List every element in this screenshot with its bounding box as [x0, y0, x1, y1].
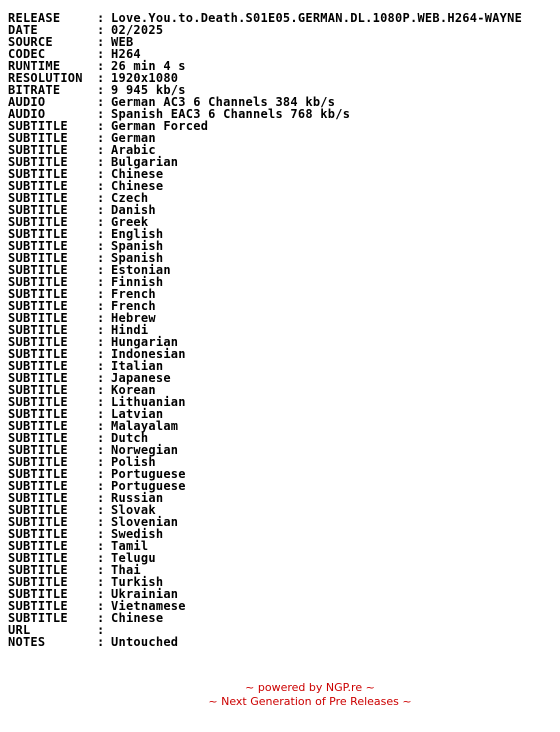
info-row [8, 132, 522, 144]
info-separator: : [97, 227, 105, 241]
info-key: SUBTITLE [8, 611, 68, 625]
info-value: Korean [111, 383, 156, 397]
info-separator: : [97, 167, 105, 181]
info-separator: : [97, 359, 105, 373]
info-key: SUBTITLE [8, 227, 68, 241]
info-key: SUBTITLE [8, 431, 68, 445]
info-key: SUBTITLE [8, 251, 68, 265]
info-key: SUBTITLE [8, 395, 68, 409]
info-separator: : [97, 443, 105, 457]
info-separator: : [97, 323, 105, 337]
info-separator: : [97, 395, 105, 409]
info-key: BITRATE [8, 83, 61, 97]
info-value: Japanese [111, 371, 171, 385]
info-key: SUBTITLE [8, 371, 68, 385]
info-key: NOTES [8, 635, 46, 649]
info-key: SUBTITLE [8, 575, 68, 589]
info-row [8, 24, 522, 36]
info-row [8, 48, 522, 60]
info-key: SUBTITLE [8, 119, 68, 133]
info-separator: : [97, 251, 105, 265]
info-key: SUBTITLE [8, 515, 68, 529]
info-value: Spanish [111, 239, 164, 253]
info-key: SUBTITLE [8, 551, 68, 565]
info-row [8, 348, 522, 360]
info-row [8, 372, 522, 384]
info-key: SUBTITLE [8, 323, 68, 337]
info-key: SUBTITLE [8, 539, 68, 553]
info-separator: : [97, 383, 105, 397]
info-row [8, 72, 522, 84]
info-row [8, 36, 522, 48]
info-value: Norwegian [111, 443, 179, 457]
info-value: Arabic [111, 143, 156, 157]
info-value: Slovak [111, 503, 156, 517]
info-value: Swedish [111, 527, 164, 541]
info-separator: : [97, 191, 105, 205]
info-key: SUBTITLE [8, 347, 68, 361]
info-row [8, 264, 522, 276]
info-separator: : [97, 23, 105, 37]
info-key: SUBTITLE [8, 383, 68, 397]
info-value: H264 [111, 47, 141, 61]
info-value: Czech [111, 191, 149, 205]
info-value: Italian [111, 359, 164, 373]
info-value: English [111, 227, 164, 241]
info-row [8, 420, 522, 432]
info-value: Tamil [111, 539, 149, 553]
info-row [8, 120, 522, 132]
info-value: Finnish [111, 275, 164, 289]
info-row [8, 624, 522, 636]
info-key: SUBTITLE [8, 335, 68, 349]
info-key: SUBTITLE [8, 275, 68, 289]
info-separator: : [97, 11, 105, 25]
info-row [8, 252, 522, 264]
info-key: SUBTITLE [8, 479, 68, 493]
info-separator: : [97, 455, 105, 469]
footer [0, 681, 560, 709]
info-separator: : [97, 35, 105, 49]
info-row [8, 396, 522, 408]
footer-powered-by: ~ powered by NGP.re ~ [245, 681, 375, 694]
info-separator: : [97, 587, 105, 601]
info-row [8, 300, 522, 312]
info-separator: : [97, 503, 105, 517]
info-value: Hindi [111, 323, 149, 337]
info-row [8, 324, 522, 336]
info-row [8, 156, 522, 168]
info-key: SUBTITLE [8, 503, 68, 517]
info-row [8, 432, 522, 444]
info-key: SUBTITLE [8, 311, 68, 325]
info-row [8, 384, 522, 396]
info-value: Ukrainian [111, 587, 179, 601]
info-value: Spanish [111, 251, 164, 265]
info-value: Polish [111, 455, 156, 469]
info-row [8, 204, 522, 216]
info-value: Thai [111, 563, 141, 577]
info-value: French [111, 299, 156, 313]
info-row [8, 216, 522, 228]
info-key: RESOLUTION [8, 71, 83, 85]
info-row [8, 540, 522, 552]
info-row [8, 336, 522, 348]
info-value: Telugu [111, 551, 156, 565]
info-key: SUBTITLE [8, 443, 68, 457]
info-row [8, 504, 522, 516]
info-separator: : [97, 599, 105, 613]
info-key: DATE [8, 23, 38, 37]
info-key: SOURCE [8, 35, 53, 49]
info-row [8, 612, 522, 624]
info-separator: : [97, 539, 105, 553]
info-separator: : [97, 215, 105, 229]
info-row [8, 564, 522, 576]
info-row [8, 480, 522, 492]
info-key: SUBTITLE [8, 587, 68, 601]
info-separator: : [97, 263, 105, 277]
info-value: Latvian [111, 407, 164, 421]
info-value: WEB [111, 35, 134, 49]
info-value: Malayalam [111, 419, 179, 433]
info-value: French [111, 287, 156, 301]
info-value: Hebrew [111, 311, 156, 325]
info-separator: : [97, 335, 105, 349]
info-key: SUBTITLE [8, 527, 68, 541]
info-row [8, 552, 522, 564]
info-value: Turkish [111, 575, 164, 589]
info-key: AUDIO [8, 95, 46, 109]
info-value: Vietnamese [111, 599, 186, 613]
info-separator: : [97, 311, 105, 325]
info-separator: : [97, 347, 105, 361]
info-key: SUBTITLE [8, 239, 68, 253]
info-value: Greek [111, 215, 149, 229]
info-key: SUBTITLE [8, 191, 68, 205]
info-value: Chinese [111, 611, 164, 625]
info-value: Love.You.to.Death.S01E05.GERMAN.DL.1080P.WEB.H264-WAYNE [111, 11, 523, 25]
info-row [8, 516, 522, 528]
info-value: German [111, 131, 156, 145]
info-separator: : [97, 491, 105, 505]
info-row [8, 108, 522, 120]
info-value: Spanish EAC3 6 Channels 768 kb/s [111, 107, 351, 121]
info-value: Chinese [111, 179, 164, 193]
info-row [8, 60, 522, 72]
info-separator: : [97, 59, 105, 73]
info-row [8, 240, 522, 252]
info-value: 1920x1080 [111, 71, 179, 85]
info-key: SUBTITLE [8, 131, 68, 145]
info-key: SUBTITLE [8, 407, 68, 421]
info-key: SUBTITLE [8, 167, 68, 181]
info-separator: : [97, 419, 105, 433]
info-key: RELEASE [8, 11, 61, 25]
info-value: Dutch [111, 431, 149, 445]
info-key: CODEC [8, 47, 46, 61]
info-separator: : [97, 47, 105, 61]
info-separator: : [97, 611, 105, 625]
info-row [8, 456, 522, 468]
info-separator: : [97, 95, 105, 109]
info-row [8, 144, 522, 156]
info-key: URL [8, 623, 31, 637]
info-row [8, 228, 522, 240]
info-value: Estonian [111, 263, 171, 277]
info-separator: : [97, 431, 105, 445]
info-value: German Forced [111, 119, 209, 133]
info-separator: : [97, 107, 105, 121]
info-key: SUBTITLE [8, 467, 68, 481]
info-separator: : [97, 575, 105, 589]
info-key: SUBTITLE [8, 215, 68, 229]
info-value: Portuguese [111, 479, 186, 493]
info-key: SUBTITLE [8, 599, 68, 613]
info-row [8, 600, 522, 612]
info-separator: : [97, 551, 105, 565]
info-value: Danish [111, 203, 156, 217]
info-key: SUBTITLE [8, 179, 68, 193]
info-key: AUDIO [8, 107, 46, 121]
info-row [8, 12, 522, 24]
info-separator: : [97, 119, 105, 133]
info-key: SUBTITLE [8, 299, 68, 313]
info-key: SUBTITLE [8, 419, 68, 433]
info-row [8, 276, 522, 288]
info-separator: : [97, 467, 105, 481]
info-separator: : [97, 479, 105, 493]
info-row [8, 576, 522, 588]
info-value: Russian [111, 491, 164, 505]
info-value: Slovenian [111, 515, 179, 529]
info-separator: : [97, 179, 105, 193]
info-separator: : [97, 635, 105, 649]
info-row [8, 288, 522, 300]
info-row [8, 168, 522, 180]
info-separator: : [97, 515, 105, 529]
info-separator: : [97, 407, 105, 421]
info-separator: : [97, 623, 105, 637]
info-separator: : [97, 155, 105, 169]
info-row [8, 528, 522, 540]
info-key: SUBTITLE [8, 455, 68, 469]
info-value: Untouched [111, 635, 179, 649]
info-value: Bulgarian [111, 155, 179, 169]
info-row [8, 444, 522, 456]
info-key: SUBTITLE [8, 203, 68, 217]
info-separator: : [97, 239, 105, 253]
info-key: SUBTITLE [8, 287, 68, 301]
info-value: 02/2025 [111, 23, 164, 37]
info-key: SUBTITLE [8, 143, 68, 157]
info-row [8, 180, 522, 192]
info-separator: : [97, 275, 105, 289]
info-key: SUBTITLE [8, 491, 68, 505]
info-value: German AC3 6 Channels 384 kb/s [111, 95, 336, 109]
info-value: 9 945 kb/s [111, 83, 186, 97]
info-separator: : [97, 371, 105, 385]
info-value: Portuguese [111, 467, 186, 481]
info-separator: : [97, 299, 105, 313]
info-separator: : [97, 71, 105, 85]
info-separator: : [97, 83, 105, 97]
info-row [8, 492, 522, 504]
footer-tagline: ~ Next Generation of Pre Releases ~ [208, 695, 412, 708]
info-separator: : [97, 143, 105, 157]
info-key: SUBTITLE [8, 563, 68, 577]
info-key: SUBTITLE [8, 263, 68, 277]
info-row [8, 192, 522, 204]
info-value: Indonesian [111, 347, 186, 361]
info-key: RUNTIME [8, 59, 61, 73]
info-key: SUBTITLE [8, 359, 68, 373]
info-value: Chinese [111, 167, 164, 181]
info-row [8, 636, 522, 648]
info-row [8, 360, 522, 372]
info-value: 26 min 4 s [111, 59, 186, 73]
info-separator: : [97, 527, 105, 541]
info-value: Hungarian [111, 335, 179, 349]
info-value: Lithuanian [111, 395, 186, 409]
info-separator: : [97, 563, 105, 577]
info-row [8, 468, 522, 480]
info-separator: : [97, 203, 105, 217]
info-separator: : [97, 131, 105, 145]
info-row [8, 408, 522, 420]
info-row [8, 588, 522, 600]
info-key: SUBTITLE [8, 155, 68, 169]
nfo-info-block [8, 12, 522, 648]
info-separator: : [97, 287, 105, 301]
info-row [8, 312, 522, 324]
